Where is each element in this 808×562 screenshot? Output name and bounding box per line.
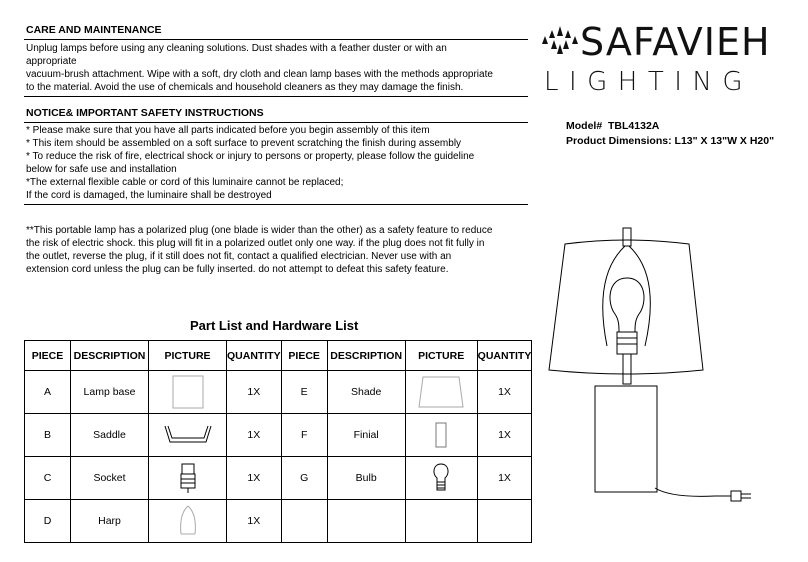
divider <box>24 39 528 40</box>
description-cell: Harp <box>71 500 149 543</box>
safety-line: * This item should be assembled on a soft surface to prevent scratching the finish during assembly <box>26 138 462 149</box>
header-piece: PIECE <box>281 341 327 371</box>
header-description: DESCRIPTION <box>71 341 149 371</box>
description-cell: Bulb <box>327 457 405 500</box>
table-row <box>25 500 532 543</box>
piece-cell: B <box>25 414 71 457</box>
safety-text <box>26 124 536 202</box>
quantity-cell: 1X <box>227 500 282 543</box>
care-line: appropriate <box>26 56 77 67</box>
picture-cell <box>149 371 227 414</box>
model-label: Model# <box>566 120 603 132</box>
description-cell: Socket <box>71 457 149 500</box>
model-value: TBL4132A <box>608 120 660 132</box>
header-piece: PIECE <box>25 341 71 371</box>
piece-cell: C <box>25 457 71 500</box>
brand-name: SAFAVIEH <box>580 20 771 64</box>
finial-icon <box>623 228 631 246</box>
piece-cell: E <box>281 371 327 414</box>
care-line: to the material. Avoid the use of chemicals and household cleaners as they may damage the finish. <box>26 82 464 93</box>
plug-notice <box>26 224 536 276</box>
description-cell: Shade <box>327 371 405 414</box>
quantity-cell: 1X <box>477 371 532 414</box>
socket-icon <box>617 332 637 354</box>
header-quantity: QUANTITY <box>477 341 532 371</box>
finial-icon <box>434 421 448 449</box>
piece-cell: D <box>25 500 71 543</box>
table-row <box>25 457 532 500</box>
picture-cell <box>149 500 227 543</box>
header-description: DESCRIPTION <box>327 341 405 371</box>
brand-sub: LIGHTING <box>544 67 753 97</box>
safety-line: * To reduce the risk of fire, electrical shock or injury to persons or property, please follow the guideline <box>26 151 475 162</box>
care-line: vacuum-brush attachment. Wipe with a soft, dry cloth and clean lamp bases with the methods appropriate <box>26 69 493 80</box>
picture-cell <box>149 457 227 500</box>
care-heading: CARE AND MAINTENANCE <box>26 24 162 36</box>
dims-value: L13" X 13"W X H20" <box>674 135 775 147</box>
table-header-row <box>25 341 532 371</box>
care-text <box>26 42 536 94</box>
safety-line: If the cord is damaged, the luminaire shall be destroyed <box>26 190 272 201</box>
cord-icon <box>655 488 731 496</box>
plug-line: the risk of electric shock. this plug will fit in a polarized outlet only one way. if the plug does not fit fully in <box>26 238 485 249</box>
lamp-base-icon <box>171 375 205 409</box>
quantity-cell: 1X <box>227 371 282 414</box>
divider <box>24 96 528 97</box>
quantity-cell: 1X <box>477 457 532 500</box>
quantity-cell <box>477 500 532 543</box>
quantity-cell: 1X <box>227 457 282 500</box>
picture-cell <box>405 414 477 457</box>
description-cell: Finial <box>327 414 405 457</box>
lamp-illustration <box>545 206 775 528</box>
header-picture: PICTURE <box>149 341 227 371</box>
bulb-icon <box>610 278 644 332</box>
picture-cell <box>405 500 477 543</box>
parts-title: Part List and Hardware List <box>190 318 359 333</box>
dims-label: Product Dimensions: <box>566 135 672 147</box>
description-cell <box>327 500 405 543</box>
bulb-icon <box>431 462 451 494</box>
header-quantity: QUANTITY <box>227 341 282 371</box>
quantity-cell: 1X <box>477 414 532 457</box>
plug-line: extension cord unless the plug can be fully inserted. do not attempt to defeat this safety feature. <box>26 264 449 275</box>
socket-icon <box>178 462 198 494</box>
table-row <box>25 414 532 457</box>
shade-icon <box>417 375 465 409</box>
description-cell: Saddle <box>71 414 149 457</box>
saddle-icon <box>162 422 214 448</box>
header-picture: PICTURE <box>405 341 477 371</box>
safety-line: *The external flexible cable or cord of this luminaire cannot be replaced; <box>26 177 344 188</box>
piece-cell: G <box>281 457 327 500</box>
harp-icon <box>177 504 199 538</box>
plug-icon <box>731 491 741 501</box>
safety-line: below for safe use and installation <box>26 164 177 175</box>
divider <box>24 122 528 123</box>
dimensions-line <box>566 135 774 147</box>
plug-line: **This portable lamp has a polarized plug (one blade is wider than the other) as a safety feature to reduce <box>26 225 493 236</box>
piece-cell: A <box>25 371 71 414</box>
care-line: Unplug lamps before using any cleaning solutions. Dust shades with a feather duster or with an <box>26 43 447 54</box>
piece-cell <box>281 500 327 543</box>
picture-cell <box>405 457 477 500</box>
parts-table <box>24 340 532 543</box>
chandelier-logo-icon <box>540 24 580 58</box>
picture-cell <box>149 414 227 457</box>
table-row <box>25 371 532 414</box>
description-cell: Lamp base <box>71 371 149 414</box>
quantity-cell: 1X <box>227 414 282 457</box>
piece-cell: F <box>281 414 327 457</box>
safety-heading: NOTICE& IMPORTANT SAFETY INSTRUCTIONS <box>26 107 264 119</box>
plug-line: the outlet, reverse the plug, if it still does not fit, contact a qualified electrician. Never use with an <box>26 251 452 262</box>
lamp-base-icon <box>595 386 657 492</box>
divider <box>24 204 528 205</box>
model-line <box>566 120 659 132</box>
picture-cell <box>405 371 477 414</box>
safety-line: * Please make sure that you have all parts indicated before you begin assembly of this item <box>26 125 430 136</box>
